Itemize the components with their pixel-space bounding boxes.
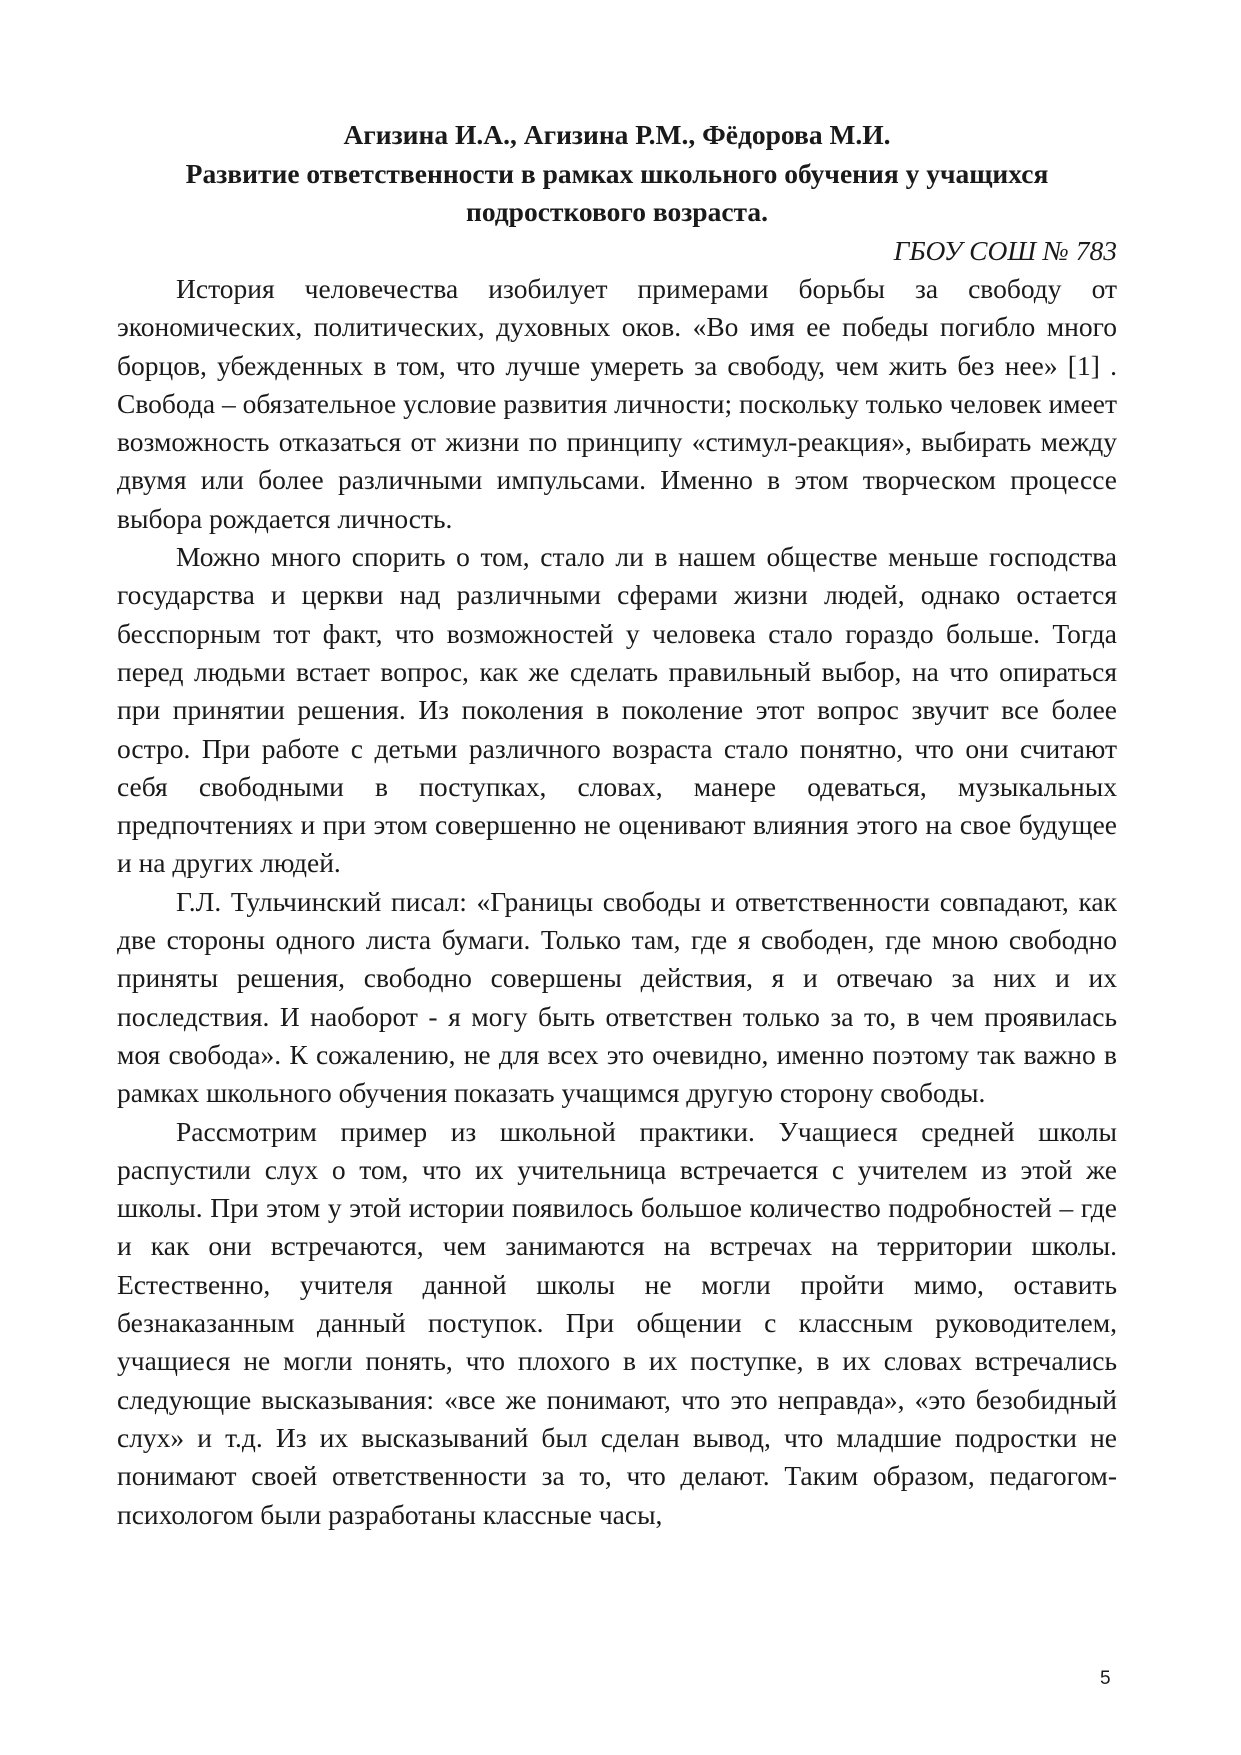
paragraph: Г.Л. Тульчинский писал: «Границы свободы и ответственности совпадают, как две стороны одного листа бумаги. Только там, где я свободен, где мною свободно приняты решения, свободно совершены действия, я и отвечаю за них и их последствия. И наоборот - я могу быть ответствен только за то, в чем проявилась моя свобода». К сожалению, не для всех это очевидно, именно поэтому так важно в рамках школьного обучения показать учащимся другую сторону свободы. [117,885,1117,1109]
article-title: Развитие ответственности в рамках школьного обучения у учащихся подросткового возраста. [185,157,1049,227]
paragraph: Можно много спорить о том, стало ли в нашем обществе меньше господства государства и церкви над различными сферами жизни людей, однако остается бесспорным тот факт, что возможностей у человека стало гораздо больше. Тогда перед людьми встает вопрос, как же сделать правильный выбор, на что опираться при принятии решения. Из поколения в поколение этот вопрос звучит все более остро. При работе с детьми различного возраста стало понятно, что они считают себя свободными в поступках, словах, манере одеваться, музыкальных предпочтениях и при этом совершенно не оценивают влияния этого на свое будущее и на других людей. [117,541,1117,879]
paragraph: Рассмотрим пример из школьной практики. Учащиеся средней школы распустили слух о том, что их учительница встречается с учителем из этой же школы. При этом у этой истории появилось большое количество подробностей – где и как они встречаются, чем занимаются на встречах на территории школы. Естественно, учителя данной школы не могли пройти мимо, оставить безнаказанным данный поступок. При общении с классным руководителем, учащиеся не могли понять, что плохого в их поступке, в их словах встречались следующие высказывания: «все же понимают, что это неправда», «это безобидный слух» и т.д. Из их высказываний был сделан вывод, что младшие подростки не понимают своей ответственности за то, что делают. Таким образом, педагогом-психологом были разработаны классные часы, [117,1115,1117,1530]
paragraph: История человечества изобилует примерами борьбы за свободу от экономических, политических, духовных оков. «Во имя ее победы погибло много борцов, убежденных в том, что лучше умереть за свободу, чем жить без нее» [1] . Свобода – обязательное условие развития личности; поскольку только человек имеет возможность отказаться от жизни по принципу «стимул-реакция», выбирать между двумя или более различными импульсами. Именно в этом творческом процессе выбора рождается личность. [117,273,1117,534]
organization: ГБОУ СОШ № 783 [893,234,1117,266]
authors: Агизина И.А., Агизина Р.М., Фёдорова М.И. [343,119,891,150]
page-number: 5 [1100,1668,1111,1689]
article [117,116,1117,1534]
